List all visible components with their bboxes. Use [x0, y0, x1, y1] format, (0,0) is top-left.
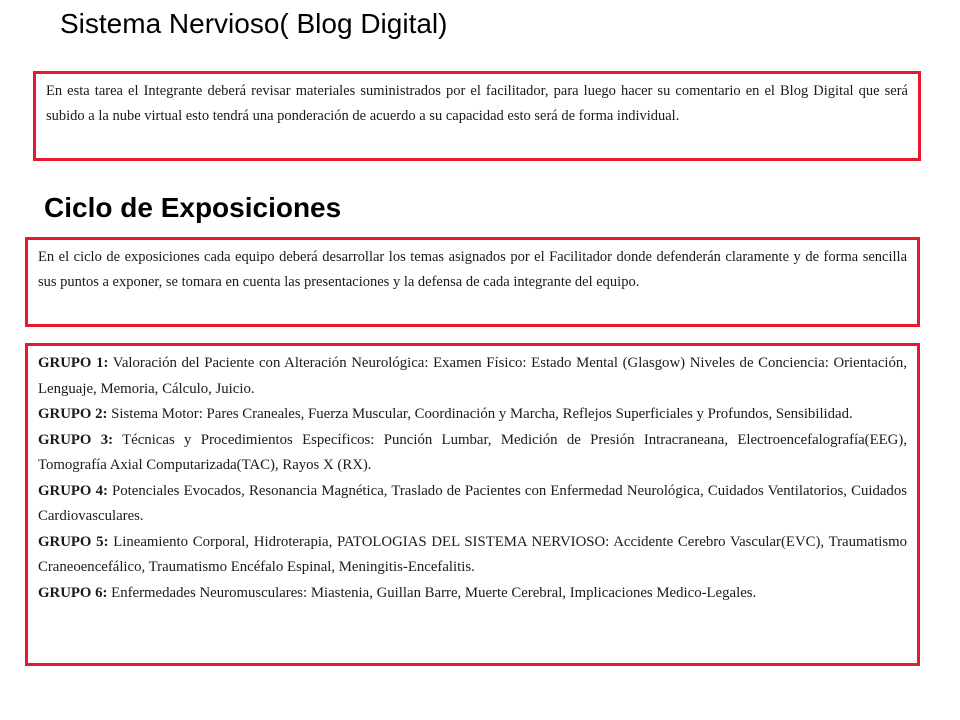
- group-text: Enfermedades Neuromusculares: Miastenia, Guillan Barre, Muerte Cerebral, Implicaciones Medico-Legales.: [107, 584, 757, 601]
- group-text: Valoración del Paciente con Alteración Neurológica: Examen Físico: Estado Mental (Glasgow) Niveles de Conciencia: Orientación, Lenguaje, Memoria, Cálculo, Juicio.: [38, 355, 907, 397]
- group-item-4: [38, 479, 907, 530]
- group-item-1: [38, 351, 907, 402]
- group-label: GRUPO 2:: [38, 406, 108, 422]
- group-text: Potenciales Evocados, Resonancia Magnética, Traslado de Pacientes con Enfermedad Neurológica, Cuidados Ventilatorios, Cuidados Cardiovasculares.: [38, 482, 907, 524]
- group-label: GRUPO 3:: [38, 431, 114, 448]
- group-label: GRUPO 6:: [38, 584, 108, 601]
- group-text: Sistema Motor: Pares Craneales, Fuerza Muscular, Coordinación y Marcha, Reflejos Superficiales y Profundos, Sensibilidad.: [107, 406, 853, 422]
- groups-list-box: [25, 343, 920, 666]
- group-item-2: [38, 402, 907, 428]
- blog-description-box: [33, 71, 921, 161]
- group-item-3: [38, 428, 907, 479]
- group-text: Técnicas y Procedimientos Específicos: Punción Lumbar, Medición de Presión Intracraneana, Electroencefalografía(EEG), Tomografía Axial Computarizada(TAC), Rayos X (RX).: [38, 431, 907, 473]
- group-item-5: [38, 530, 907, 581]
- group-label: GRUPO 1:: [38, 355, 109, 371]
- group-label: GRUPO 5:: [38, 533, 109, 550]
- section-title-exposiciones: Ciclo de Exposiciones: [44, 192, 342, 223]
- page-title: Sistema Nervioso( Blog Digital): [60, 8, 448, 39]
- exposiciones-description-text: En el ciclo de exposiciones cada equipo deberá desarrollar los temas asignados por el Facilitador donde defenderán claramente y de forma sencilla sus puntos a exponer, se tomara en cuenta las presentaciones y la defensa de cada integrante del equipo.: [38, 249, 907, 290]
- exposiciones-description-box: [25, 237, 920, 327]
- blog-description-text: En esta tarea el Integrante deberá revisar materiales suministrados por el facilitador, para luego hacer su comentario en el Blog Digital que será subido a la nube virtual esto tendrá una ponderación de acuerdo a su capacidad esto será de forma individual.: [46, 83, 908, 124]
- group-text: Lineamiento Corporal, Hidroterapia, PATOLOGIAS DEL SISTEMA NERVIOSO: Accidente Cerebro Vascular(EVC), Traumatismo Craneoencefálico, Traumatismo Encéfalo Espinal, Meningitis-Encefalitis.: [38, 533, 907, 575]
- group-item-6: [38, 581, 907, 607]
- group-label: GRUPO 4:: [38, 482, 108, 499]
